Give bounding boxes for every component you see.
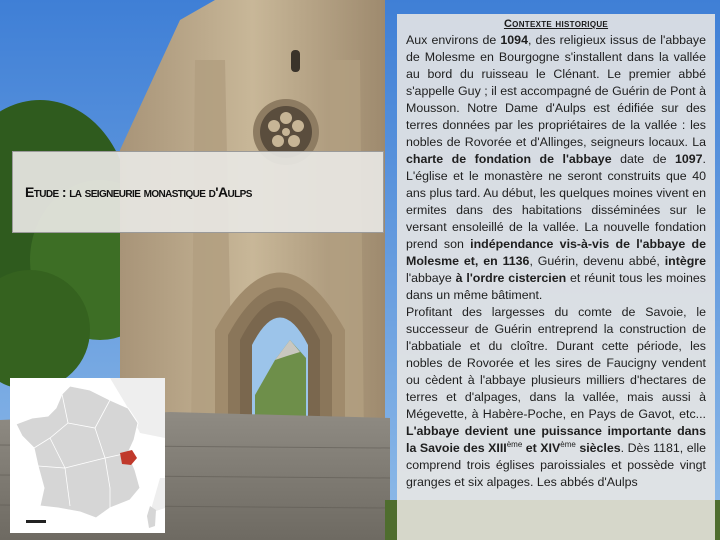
text-segment: Aux environs de xyxy=(406,33,501,47)
text-segment: l'abbaye xyxy=(406,271,456,285)
bold-segment: charte de fondation de l'abbaye xyxy=(406,152,612,166)
slide-title: Etude : la seigneurie monastique d'Aulps xyxy=(25,184,252,200)
text-segment: . Dès 1181, elle comprend trois églises paroissiales et possède vingt granges et six alpages. Les abbés d'Aulps xyxy=(406,441,707,489)
text-segment: Profitant des largesses du comte de Savoie, le successeur de Guérin entreprend la construction de l'abbatiale et du cloître. Durant cette période, les nobles de Rovorée et les sires de Faucigny vendent ou cèdent à l'abbaye plusieurs milliers d'hectares de terres et d'alpages, dans la vallée, mais aussi à Mégevette, à Habère-Poche, en Pays de Gavot, etc... xyxy=(406,305,706,421)
text-segment: . L'église et le monastère ne seront construits que 40 ans plus tard. Au début, les quelques moines vivent en ermites dans des habitations disséminées sur le versant ensoleillé de la vallée. La nouvelle fondation prend son xyxy=(406,152,706,251)
corsica xyxy=(147,506,156,528)
bold-segment: et XIV xyxy=(522,441,561,455)
bold-segment: indépendance vis-à-vis de l'abbaye de Molesme et, en 1136 xyxy=(406,237,706,268)
historical-context-panel xyxy=(397,14,715,540)
bold-segment: à l'ordre cistercien xyxy=(455,271,567,285)
map-scale-bar xyxy=(26,520,46,523)
panel-heading: Contexte historique xyxy=(503,18,609,30)
title-box xyxy=(12,151,384,233)
bold-segment: 1094 xyxy=(500,33,528,47)
france-map-graphic xyxy=(10,378,165,533)
superscript: ème xyxy=(506,439,523,449)
text-segment: , des religieux issus de l'abbaye de Molesme en Bourgogne s'installent dans la vallée au bord du ruisseau le Clénant. Le premier abbé s'appelle Guy ; il est accompagné de Guérin de Pont à Mousson. Notre Dame d'Aulps est édifiée sur des terres données par les propriétaires de la vallée : les nobles de Rovorée et d'Allinges, seigneurs locaux. La xyxy=(406,33,707,149)
paragraph-1 xyxy=(406,32,706,304)
paragraph-2 xyxy=(406,304,706,491)
bold-segment: intègre xyxy=(664,254,706,268)
bold-segment: 1097 xyxy=(674,152,703,166)
france-locator-map xyxy=(10,378,165,533)
bold-segment: L'abbaye devient une puissance importante dans la Savoie des XIII xyxy=(406,424,706,455)
text-segment: et réunit tous les moines dans un même bâtiment. xyxy=(406,271,706,302)
text-segment: , Guérin, devenu abbé, xyxy=(529,254,665,268)
france-outline xyxy=(16,386,140,518)
bold-segment: siècles xyxy=(575,441,621,455)
text-segment: date de xyxy=(611,152,675,166)
superscript: ème xyxy=(560,439,576,449)
